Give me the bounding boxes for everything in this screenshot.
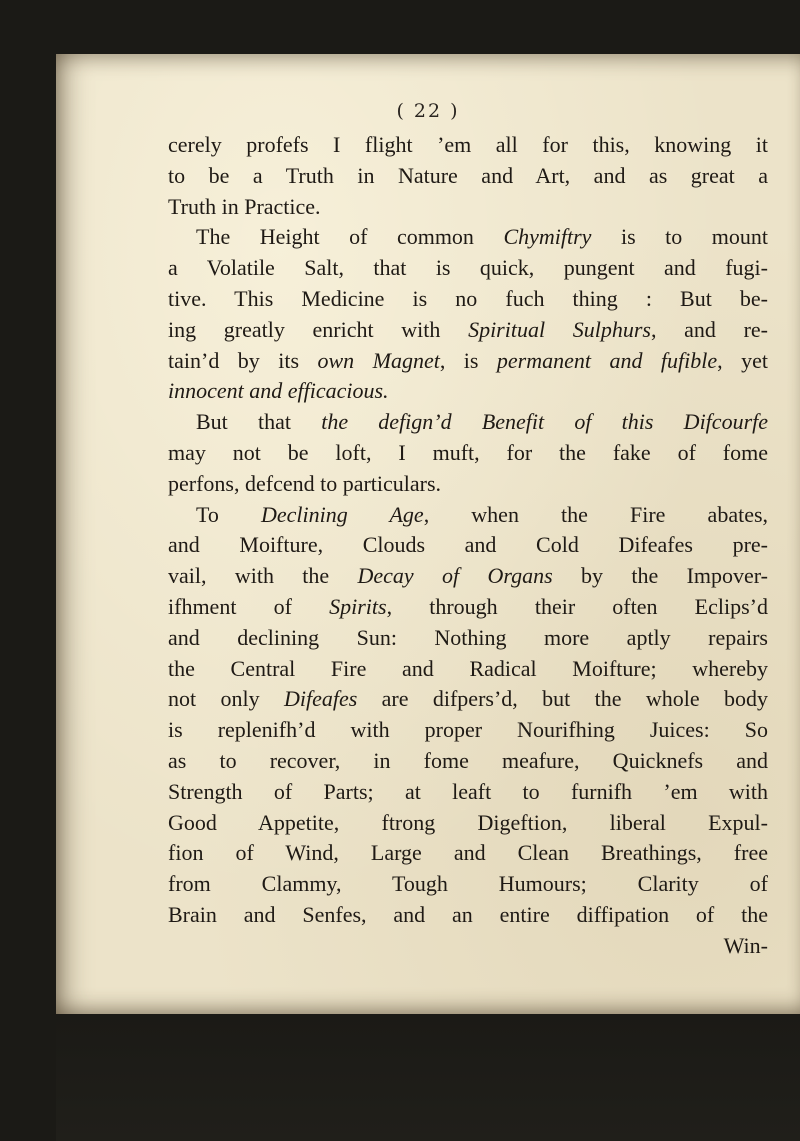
text-segment: may not be loft, I muft, for the fake of fome bbox=[168, 439, 768, 465]
page-number: ( 22 ) bbox=[396, 100, 460, 122]
text-segment: ing greatly enricht with bbox=[168, 316, 469, 342]
body-text bbox=[168, 130, 768, 962]
text-segment: are difpers’d, but the whole body bbox=[357, 686, 768, 712]
text-segment: a Volatile Salt, that is quick, pungent and fugi- bbox=[168, 255, 768, 281]
text-line bbox=[168, 869, 768, 900]
text-segment: Win- bbox=[723, 932, 768, 958]
text-segment: Brain and Senfes, and an entire diffipation of the bbox=[168, 901, 768, 927]
text-segment: is replenifh’d with proper Nourifhing Juices: So bbox=[168, 717, 768, 743]
italic-text: permanent and fufible bbox=[496, 347, 718, 373]
text-segment: fion of Wind, Large and Clean Breathings, free bbox=[168, 840, 768, 866]
text-segment: To bbox=[196, 501, 262, 527]
text-line bbox=[168, 561, 768, 592]
text-segment: to be a Truth in Nature and Art, and as great a bbox=[168, 162, 768, 188]
catchword bbox=[168, 931, 768, 962]
text-line bbox=[168, 715, 768, 746]
text-segment: perfons, defcend to particulars. bbox=[168, 470, 442, 496]
text-line bbox=[168, 407, 768, 438]
italic-text: Spiritual Sulphurs bbox=[468, 316, 651, 342]
text-segment: by the Impover- bbox=[552, 563, 768, 589]
italic-text: Difeafes bbox=[283, 686, 358, 712]
italic-text: innocent and efficacious. bbox=[168, 378, 389, 404]
text-segment: The Height of common bbox=[196, 224, 504, 250]
text-line bbox=[168, 592, 768, 623]
italic-text: Decay of Organs bbox=[357, 563, 553, 589]
text-line bbox=[168, 777, 768, 808]
text-segment: Good Appetite, ftrong Digeftion, liberal Expul- bbox=[168, 809, 768, 835]
italic-text: Spirits bbox=[329, 593, 387, 619]
text-line bbox=[168, 284, 768, 315]
text-segment: , yet bbox=[717, 347, 768, 373]
text-line bbox=[168, 346, 768, 377]
text-segment: and Moifture, Clouds and Cold Difeafes pre- bbox=[168, 532, 768, 558]
text-segment: ifhment of bbox=[168, 593, 330, 619]
text-line bbox=[168, 746, 768, 777]
text-line bbox=[168, 222, 768, 253]
text-line bbox=[168, 500, 768, 531]
text-line bbox=[168, 192, 768, 223]
text-line bbox=[168, 315, 768, 346]
text-segment: , through their often Eclips’d bbox=[386, 593, 768, 619]
text-segment: vail, with the bbox=[168, 563, 358, 589]
italic-text: Declining Age bbox=[261, 501, 424, 527]
text-segment: , when the Fire abates, bbox=[423, 501, 769, 527]
text-segment: , and re- bbox=[650, 316, 769, 342]
text-line bbox=[168, 838, 768, 869]
text-line bbox=[168, 438, 768, 469]
italic-text: own Magnet bbox=[317, 347, 440, 373]
text-line bbox=[168, 530, 768, 561]
text-segment: and declining Sun: Nothing more aptly repairs bbox=[168, 624, 768, 650]
text-segment: , is bbox=[439, 347, 497, 373]
text-segment: tain’d by its bbox=[168, 347, 318, 373]
text-line bbox=[168, 253, 768, 284]
text-segment: not only bbox=[168, 686, 284, 712]
text-segment: is to mount bbox=[591, 224, 768, 250]
text-line bbox=[168, 623, 768, 654]
text-segment: from Clammy, Tough Humours; Clarity of bbox=[168, 871, 768, 897]
page-bottom-edge bbox=[56, 1014, 800, 1141]
text-segment: Strength of Parts; at leaft to furnifh ’em with bbox=[168, 778, 768, 804]
text-line bbox=[168, 654, 768, 685]
text-segment: Truth in Practice. bbox=[168, 193, 321, 219]
text-line bbox=[168, 684, 768, 715]
text-line bbox=[168, 900, 768, 931]
text-segment: as to recover, in fome meafure, Quicknefs and bbox=[168, 747, 768, 773]
text-segment: tive. This Medicine is no fuch thing : But be- bbox=[168, 285, 768, 311]
text-line bbox=[168, 130, 768, 161]
text-segment: cerely profefs I flight ’em all for this, knowing it bbox=[168, 132, 768, 157]
text-line bbox=[168, 808, 768, 839]
italic-text: Chymiftry bbox=[503, 224, 592, 250]
text-segment: But that bbox=[196, 409, 322, 435]
italic-text: the defign’d Benefit of this Difcourfe bbox=[321, 409, 769, 435]
text-line bbox=[168, 469, 768, 500]
text-line bbox=[168, 161, 768, 192]
text-line bbox=[168, 376, 768, 407]
text-segment: the Central Fire and Radical Moifture; whereby bbox=[168, 655, 768, 681]
